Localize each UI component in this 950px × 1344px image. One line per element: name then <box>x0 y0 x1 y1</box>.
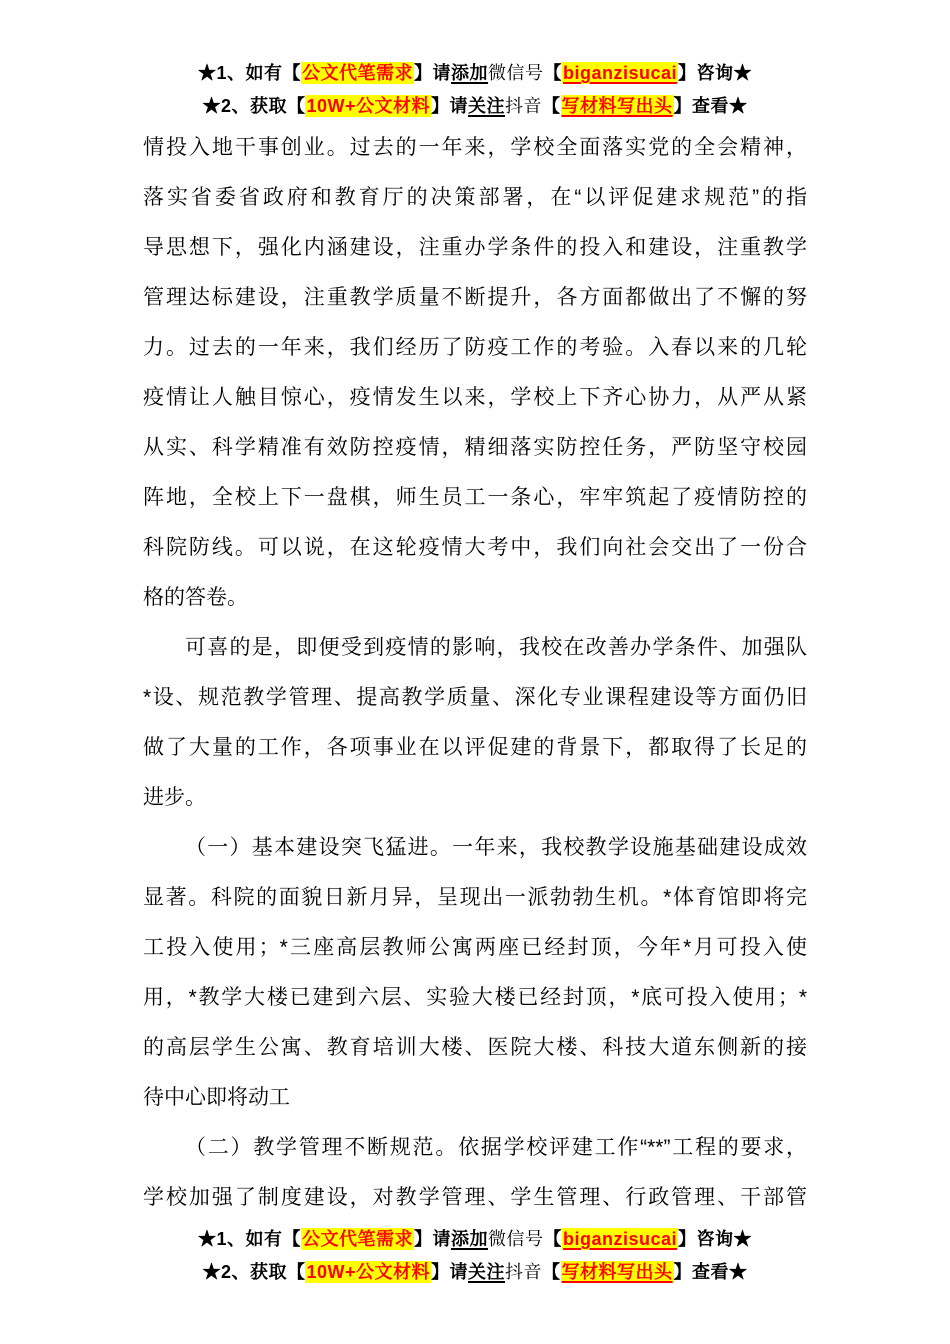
promo-highlight-text: 10W+公文材料 <box>306 96 431 116</box>
promo-text: 添加 <box>450 1229 488 1249</box>
paragraph-1-line-10: 格的答卷。 <box>143 586 248 609</box>
paragraph-3-line-6: 待中心即将动工 <box>143 1086 290 1109</box>
paragraph-2-line-1: 可喜的是，即便受到疫情的影响，我校在改善办学条件、加强队 <box>185 636 807 659</box>
footer-promo <box>143 1223 807 1289</box>
promo-text: 微信号 <box>487 1229 544 1249</box>
promo-highlight-text: biganzisucai <box>562 1229 678 1249</box>
paragraph-3-line-2: 显著。科院的面貌日新月异，呈现出一派勃勃生机。*体育馆即将完 <box>143 886 807 909</box>
paragraph-1-line-3: 导思想下，强化内涵建设，注重办学条件的投入和建设，注重教学 <box>143 236 807 259</box>
paragraph-2-line-2: *设、规范教学管理、提高教学质量、深化专业课程建设等方面仍旧 <box>143 686 807 709</box>
promo-text: 】请 <box>431 96 469 116</box>
promo-text: 【 <box>543 63 562 83</box>
promo-text: ★1、如有【 <box>197 1229 301 1249</box>
promo-line-2 <box>143 1256 807 1289</box>
promo-highlight-text: 写材料写出头 <box>561 1262 673 1282</box>
promo-text: 关注 <box>468 1262 506 1282</box>
promo-text: ★1、如有【 <box>197 63 301 83</box>
paragraph-3-line-4: 用，*教学大楼已建到六层、实验大楼已经封顶，*底可投入使用；* <box>143 986 807 1009</box>
promo-text: ★2、获取【 <box>202 96 306 116</box>
paragraph-1-line-4: 管理达标建设，注重教学质量不断提升，各方面都做出了不懈的努 <box>143 286 807 309</box>
paragraph-1-line-7: 从实、科学精准有效防控疫情，精细落实防控任务，严防坚守校园 <box>143 436 807 459</box>
paragraph-4-line-1: （二）教学管理不断规范。依据学校评建工作“**”工程的要求， <box>185 1136 807 1159</box>
paragraph-1-line-8: 阵地，全校上下一盘棋，师生员工一条心，牢牢筑起了疫情防控的 <box>143 486 807 509</box>
promo-line-1 <box>143 1223 807 1256</box>
document-body <box>143 123 807 1223</box>
paragraph-4-line-2: 学校加强了制度建设，对教学管理、学生管理、行政管理、干部管 <box>143 1186 807 1209</box>
paragraph-1-line-1: 情投入地干事创业。过去的一年来，学校全面落实党的全会精神， <box>143 136 807 159</box>
promo-text: ★2、获取【 <box>202 1262 306 1282</box>
paragraph-3-line-1: （一）基本建设突飞猛进。一年来，我校教学设施基础建设成效 <box>185 836 807 859</box>
paragraph-2-line-3: 做了大量的工作，各项事业在以评促建的背景下，都取得了长足的 <box>143 736 807 759</box>
promo-highlight-text: biganzisucai <box>562 63 678 83</box>
paragraph-1-line-6: 疫情让人触目惊心，疫情发生以来，学校上下齐心协力，从严从紧 <box>143 386 807 409</box>
paragraph-2-line-4: 进步。 <box>143 786 206 809</box>
promo-highlight-text: 10W+公文材料 <box>306 1262 431 1282</box>
promo-text: 】请 <box>413 63 451 83</box>
promo-line-2 <box>143 90 807 123</box>
promo-text: 】请 <box>431 1262 469 1282</box>
promo-text: 抖音 <box>505 96 543 116</box>
promo-text: 抖音 <box>505 1262 543 1282</box>
promo-highlight-text: 写材料写出头 <box>561 96 673 116</box>
promo-text: 】请 <box>413 1229 451 1249</box>
promo-text: 【 <box>542 1262 561 1282</box>
paragraph-1-line-5: 力。过去的一年来，我们经历了防疫工作的考验。入春以来的几轮 <box>143 336 807 359</box>
promo-text: 【 <box>542 96 561 116</box>
paragraph-1-line-9: 科院防线。可以说，在这轮疫情大考中，我们向社会交出了一份合 <box>143 536 807 559</box>
paragraph-3-line-5: 的高层学生公寓、教育培训大楼、医院大楼、科技大道东侧新的接 <box>143 1036 807 1059</box>
promo-text: 添加 <box>450 63 488 83</box>
promo-text: 【 <box>543 1229 562 1249</box>
promo-line-1 <box>143 57 807 90</box>
promo-text: 关注 <box>468 96 506 116</box>
paragraph-3-line-3: 工投入使用；*三座高层教师公寓两座已经封顶，今年*月可投入使 <box>143 936 807 959</box>
promo-text: 】咨询★ <box>678 1229 753 1249</box>
promo-text: 微信号 <box>487 63 544 83</box>
promo-highlight-text: 公文代笔需求 <box>301 63 413 83</box>
header-promo <box>143 57 807 123</box>
promo-text: 】查看★ <box>673 1262 748 1282</box>
paragraph-1-line-2: 落实省委省政府和教育厅的决策部署，在“以评促建求规范”的指 <box>143 186 807 209</box>
promo-text: 】查看★ <box>673 96 748 116</box>
promo-text: 】咨询★ <box>678 63 753 83</box>
promo-highlight-text: 公文代笔需求 <box>301 1229 413 1249</box>
